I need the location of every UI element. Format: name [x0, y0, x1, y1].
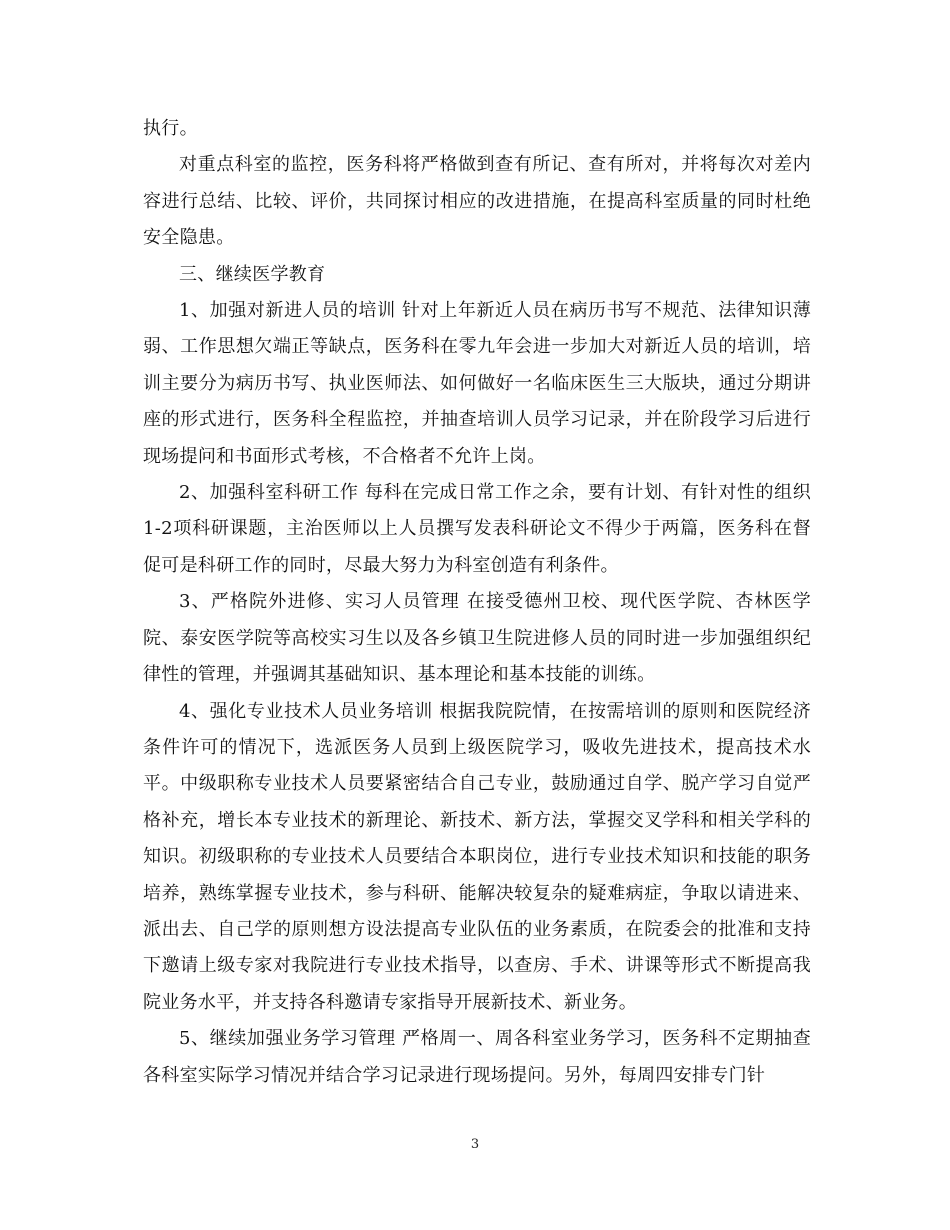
paragraph-item-3-intern-management: 3、严格院外进修、实习人员管理 在接受德州卫校、现代医学院、杏林医学院、泰安医学院等高校实习生以及各乡镇卫生院进修人员的同时进一步加强组织纪律性的管理，并强调其基础知识、基本理论和基本技能的训练。	[143, 591, 811, 686]
paragraph-item-1-new-staff-training: 1、加强对新进人员的培训 针对上年新近人员在病历书写不规范、法律知识薄弱、工作思想欠端正等缺点，医务科在零九年会进一步加大对新近人员的培训，培训主要分为病历书写、执业医师法、如何做好一名临床医生三大版块，通过分期讲座的形式进行，医务科全程监控，并抽查培训人员学习记录，并在阶段学习后进行现场提问和书面形式考核，不合格者不允许上岗。	[143, 300, 811, 467]
paragraph-item-4-professional-training: 4、强化专业技术人员业务培训 根据我院院情，在按需培训的原则和医院经济条件许可的情况下，选派医务人员到上级医院学习，吸收先进技术，提高技术水平。中级职称专业技术人员要紧密结合自己专业，鼓励通过自学、脱产学习自觉严格补充，增长本专业技术的新理论、新技术、新方法，掌握交叉学科和相关学科的知识。初级职称的专业技术人员要结合本职岗位，进行专业技术知识和技能的职务培养，熟练掌握专业技术，参与科研、能解决较复杂的疑难病症，争取以请进来、派出去、自己学的原则想方设法提高专业队伍的业务素质，在院委会的批准和支持下邀请上级专家对我院进行专业技术指导，以查房、手术、讲课等形式不断提高我院业务水平，并支持各科邀请专家指导开展新技术、新业务。	[143, 700, 811, 1013]
paragraph-continuation: 执行。	[143, 118, 198, 139]
document-body	[143, 111, 811, 1094]
section-heading-continuing-education: 三、继续医学教育	[179, 263, 326, 285]
paragraph-key-department-monitoring: 对重点科室的监控，医务科将严格做到查有所记、查有所对，并将每次对差内容进行总结、比较、评价，共同探讨相应的改进措施，在提高科室质量的同时杜绝安全隐患。	[143, 154, 811, 249]
page-number: 3	[470, 1137, 480, 1152]
paragraph-item-2-research-work: 2、加强科室科研工作 每科在完成日常工作之余，要有计划、有针对性的组织1-2项科研课题，主治医师以上人员撰写发表科研论文不得少于两篇，医务科在督促可是科研工作的同时，尽最大努力为科室创造有利条件。	[143, 482, 811, 576]
paragraph-item-5-study-management: 5、继续加强业务学习管理 严格周一、周各科室业务学习，医务科不定期抽查各科室实际学习情况并结合学习记录进行现场提问。另外，每周四安排专门针	[143, 1028, 811, 1086]
